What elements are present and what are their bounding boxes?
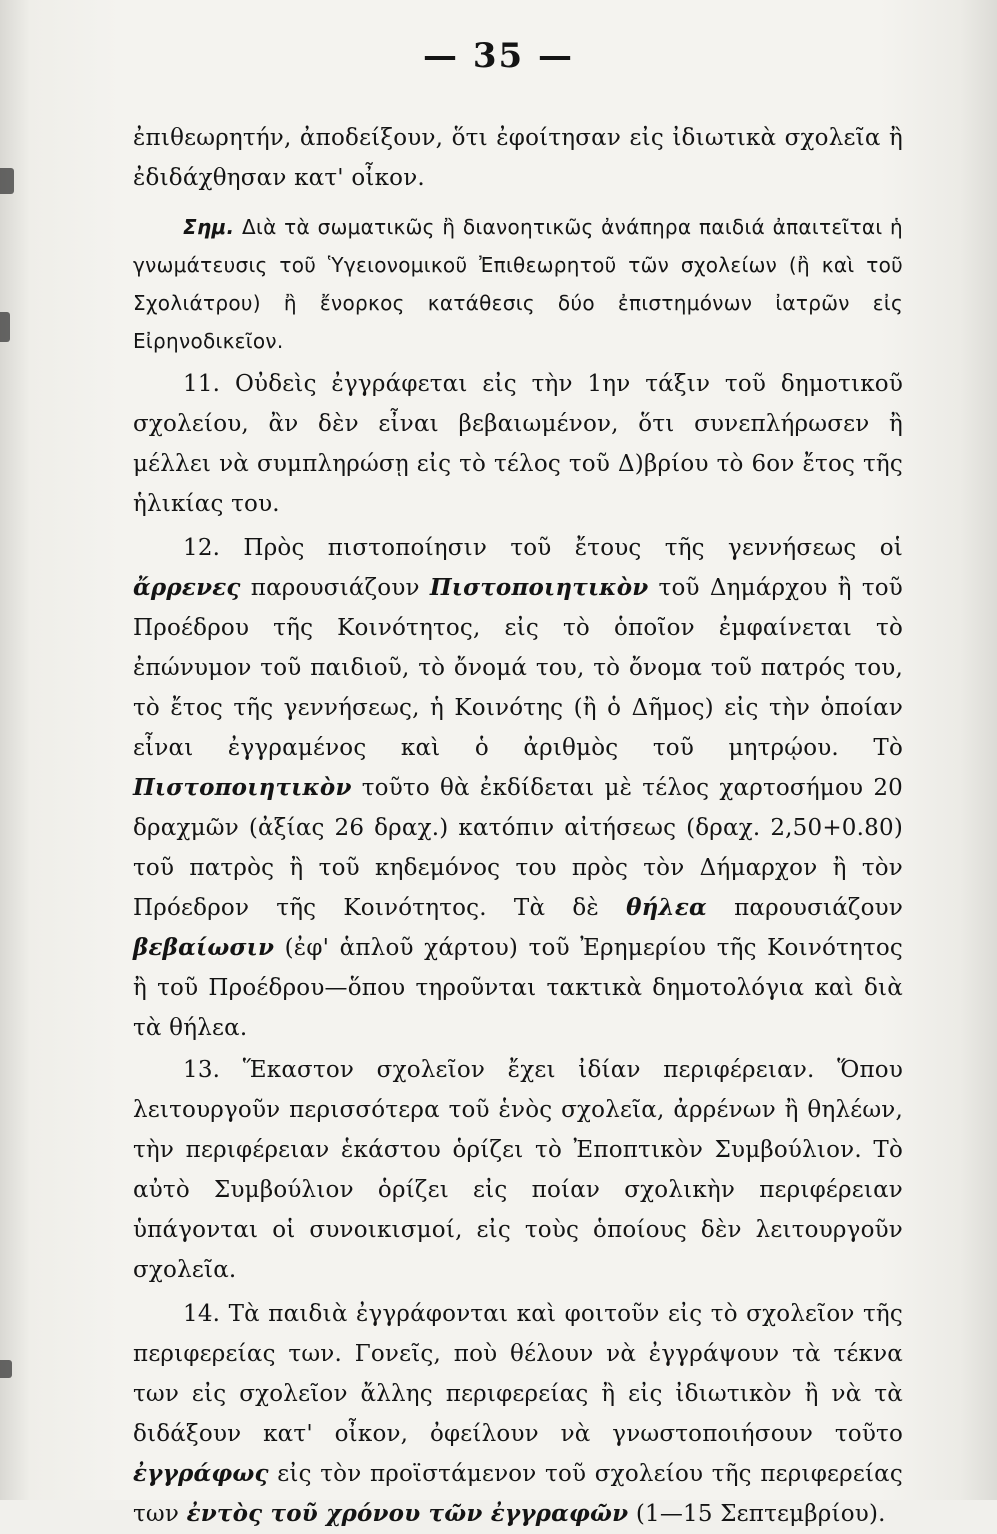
binding-mark [0, 312, 10, 342]
p14-bold-deadline: ἐντὸς τοῦ χρόνου τῶν ἐγγραφῶν [186, 1500, 629, 1527]
p12-text-1: 12. Πρὸς πιστοποίησιν τοῦ ἔτους τῆς γεννήσεως οἱ [183, 535, 903, 561]
p14-text-1: 14. Τὰ παιδιὰ ἐγγράφονται καὶ φοιτοῦν εἰς τὸ σχολεῖον τῆς περιφερείας των. Γονεῖς, ποὺ θέλουν νὰ ἐγγράψουν τὰ τέκνα των εἰς σχολεῖον ἄλλης περιφερείας ἢ εἰς ἰδιωτικὸν ἢ νὰ τὰ διδάξουν κατ' οἶκον, ὀφείλουν νὰ γνωστοποιήσουν τοῦτο [133, 1301, 903, 1447]
p12-text-6: (ἐφ' ἁπλοῦ χάρτου) τοῦ Ἐρημερίου τῆς Κοινότητος ἢ τοῦ Προέδρου—ὅπου τηροῦνται τακτικὰ δημοτολόγια καὶ διὰ τὰ θήλεα. [133, 935, 903, 1041]
paragraph-13: 13. Ἕκαστον σχολεῖον ἔχει ἰδίαν περιφέρειαν. Ὅπου λειτουργοῦν περισσότερα τοῦ ἑνὸς σχολεῖα, ἀρρένων ἢ θηλέων, τὴν περιφέρειαν ἑκάστου ὁρίζει τὸ Ἐποπτικὸν Συμβούλιον. Τὸ αὐτὸ Συμβούλιον ὁρίζει εἰς ποίαν σχολικὴν περιφέρειαν ὑπάγονται οἱ συνοικισμοί, εἰς τοὺς ὁποίους δὲν λειτουργοῦν σχολεῖα. [133, 1057, 903, 1283]
note-text: Διὰ τὰ σωματικῶς ἢ διανοητικῶς ἀνάπηρα παιδιά ἀπαιτεῖται ἡ γνωμάτευσις τοῦ Ὑγειονομικοῦ Ἐπιθεωρητοῦ τῶν σχολείων (ἢ καὶ τοῦ Σχολιάτρου) ἢ ἔνορκος κατάθεσις δύο ἐπιστημόνων ἰατρῶν εἰς Εἰρηνοδικεῖον. [133, 215, 903, 353]
p14-text-3: (1—15 Σεπτεμβρίου). [628, 1501, 886, 1527]
p12-bold-certificate: Πιστοποιητικὸν [429, 574, 649, 601]
paragraph-11: 11. Οὐδεὶς ἐγγράφεται εἰς τὴν 1ην τάξιν τοῦ δημοτικοῦ σχολείου, ἂν δὲν εἶναι βεβαιωμένον, ὅτι συνεπλήρωσεν ἢ μέλλει νὰ συμπληρώσῃ εἰς τὸ τέλος τοῦ Δ)βρίου τὸ 6ον ἔτος τῆς ἡλικίας του. [133, 371, 903, 517]
p12-bold-thilea: θήλεα [626, 894, 707, 921]
body-text [133, 118, 903, 1534]
p12-text-3: τοῦ Δημάρχου ἢ τοῦ Προέδρου τῆς Κοινότητος, εἰς τὸ ὁποῖον ἐμφαίνεται τὸ ἐπώνυμον τοῦ παιδιοῦ, τὸ ὄνομά του, τὸ ὄνομα τοῦ πατρός του, τὸ ἔτος τῆς γεννήσεως, ἡ Κοινότης (ἢ ὁ Δῆμος) εἰς τὴν ὁποίαν εἶναι ἐγγραμένος καὶ ὁ ἀριθμὸς τοῦ μητρῴου. Τὸ [133, 575, 903, 761]
p12-text-4: τοῦτο θὰ ἐκδίδεται μὲ τέλος χαρτοσήμου 20 δραχμῶν (ἀξίας 26 δραχ.) κατόπιν αἰτήσεως (δραχ. 2,50+0.80) τοῦ πατρὸς ἢ τοῦ κηδεμόνος του πρὸς τὸν Δήμαρχον ἢ τὸν Πρόεδρον τῆς Κοινότητος. Τὰ δὲ [133, 775, 903, 921]
note-label: Σημ. [183, 215, 235, 239]
p12-bold-certificate-2: Πιστοποιητικὸν [133, 774, 352, 801]
page-number: — 35 — [423, 36, 574, 76]
p12-bold-bebaiosin: βεβαίωσιν [133, 934, 275, 961]
p14-bold-eggrafos: ἐγγράφως [133, 1460, 269, 1487]
binding-mark [0, 1360, 12, 1378]
p12-text-2: παρουσιάζουν [240, 575, 430, 601]
paragraph-14 [133, 1294, 903, 1534]
binding-mark [0, 168, 14, 194]
intro-paragraph: ἐπιθεωρητήν, ἀποδείξουν, ὅτι ἐφοίτησαν εἰς ἰδιωτικὰ σχολεῖα ἢ ἐδιδάχθησαν κατ' οἶκον. [133, 125, 903, 191]
p12-text-5: παρουσιάζουν [706, 895, 904, 921]
p14-text-2: εἰς τὸν προϊστάμενον τοῦ σχολείου τῆς περιφερείας των [133, 1461, 903, 1527]
paragraph-12 [133, 528, 903, 1048]
note-paragraph [133, 208, 903, 360]
p12-bold-arrenes: ἄρρενες [133, 574, 241, 601]
